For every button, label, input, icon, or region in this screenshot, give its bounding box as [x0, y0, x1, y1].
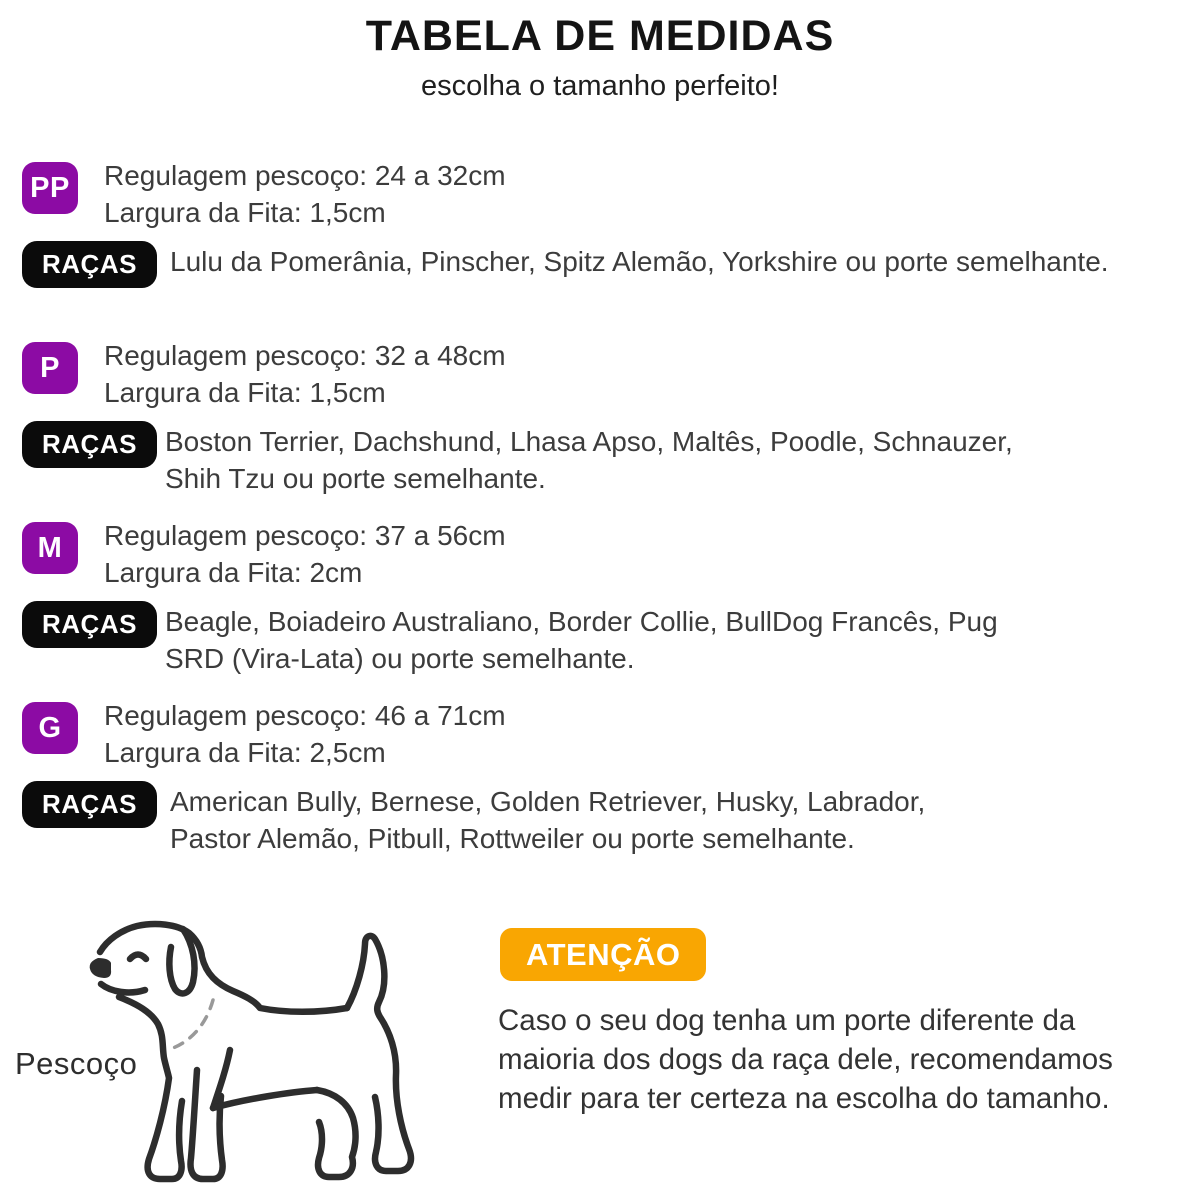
attention-note-line: maioria dos dogs da raça dele, recomendamos: [498, 1043, 1113, 1076]
size-info-p: [104, 337, 506, 411]
page-subtitle: escolha o tamanho perfeito!: [421, 70, 779, 102]
breeds-list-pp: [170, 243, 1109, 280]
neck-range-pp: Regulagem pescoço: 24 a 32cm: [104, 160, 506, 191]
breeds-line: Boston Terrier, Dachshund, Lhasa Apso, Maltês, Poodle, Schnauzer,: [165, 426, 1013, 457]
strap-width-g: Largura da Fita: 2,5cm: [104, 737, 386, 768]
attention-badge: ATENÇÃO: [500, 928, 706, 981]
breeds-badge-p: RAÇAS: [22, 421, 157, 468]
size-info-pp: [104, 157, 506, 231]
attention-note-line: Caso o seu dog tenha um porte diferente da: [498, 1004, 1076, 1037]
dog-outline-icon: [85, 900, 435, 1190]
size-badge-m: M: [22, 522, 78, 574]
size-info-m: [104, 517, 506, 591]
page-title: TABELA DE MEDIDAS: [365, 12, 835, 60]
size-section-pp: [0, 160, 1200, 340]
size-badge-g: G: [22, 702, 78, 754]
attention-note: [498, 1001, 1113, 1118]
neck-range-g: Regulagem pescoço: 46 a 71cm: [104, 700, 506, 731]
neck-measure-label: Pescoço: [15, 1046, 138, 1081]
neck-range-m: Regulagem pescoço: 37 a 56cm: [104, 520, 506, 551]
size-badge-p: P: [22, 342, 78, 394]
size-badge-pp: PP: [22, 162, 78, 214]
breeds-line: Lulu da Pomerânia, Pinscher, Spitz Alemão, Yorkshire ou porte semelhante.: [170, 246, 1109, 277]
breeds-badge-m: RAÇAS: [22, 601, 157, 648]
breeds-line: Beagle, Boiadeiro Australiano, Border Collie, BullDog Francês, Pug: [165, 606, 998, 637]
strap-width-m: Largura da Fita: 2cm: [104, 557, 363, 588]
size-section-g: [0, 700, 1200, 880]
size-section-p: [0, 340, 1200, 520]
breeds-line: Shih Tzu ou porte semelhante.: [165, 463, 546, 494]
neck-range-p: Regulagem pescoço: 32 a 48cm: [104, 340, 506, 371]
breeds-line: American Bully, Bernese, Golden Retriever, Husky, Labrador,: [170, 786, 926, 817]
attention-note-line: medir para ter certeza na escolha do tamanho.: [498, 1082, 1110, 1115]
breeds-badge-pp: RAÇAS: [22, 241, 157, 288]
breeds-badge-g: RAÇAS: [22, 781, 157, 828]
strap-width-pp: Largura da Fita: 1,5cm: [104, 197, 386, 228]
size-section-m: [0, 520, 1200, 700]
size-info-g: [104, 697, 506, 771]
breeds-list-m: [165, 603, 998, 677]
breeds-line: Pastor Alemão, Pitbull, Rottweiler ou porte semelhante.: [170, 823, 855, 854]
strap-width-p: Largura da Fita: 1,5cm: [104, 377, 386, 408]
breeds-list-g: [170, 783, 925, 857]
breeds-list-p: [165, 423, 1013, 497]
breeds-line: SRD (Vira-Lata) ou porte semelhante.: [165, 643, 635, 674]
